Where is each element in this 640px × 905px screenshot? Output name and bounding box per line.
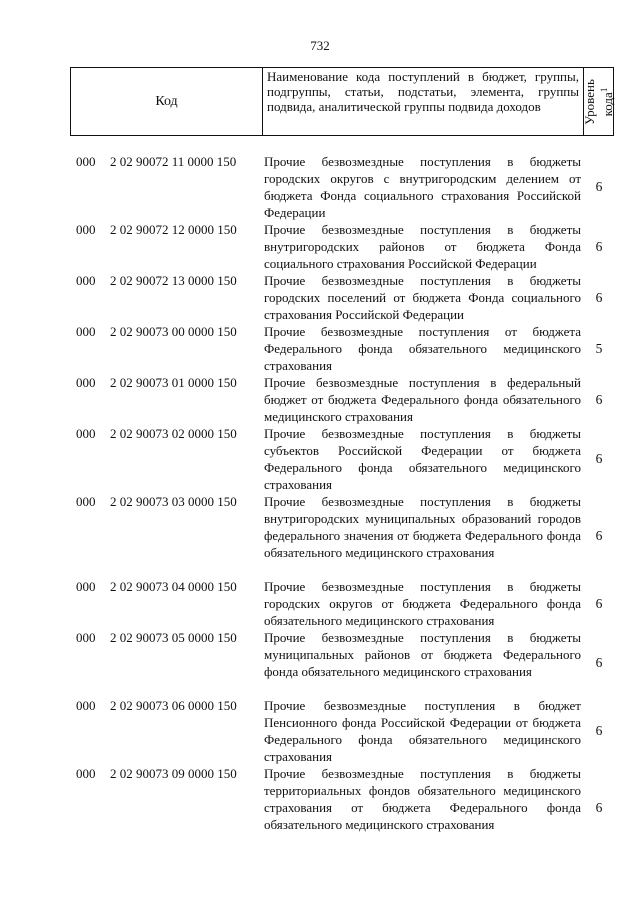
- row-level: 6: [595, 289, 603, 305]
- row-name: Прочие безвозмездные поступления от бюджета Федерального фонда обязательного медицинского страхования: [264, 324, 581, 373]
- header-level-line2: кода: [599, 91, 615, 116]
- row-name: Прочие безвозмездные поступления в бюджет Пенсионного фонда Российской Федерации от бюджета Федерального фонда обязательного медицинского страхования: [264, 698, 581, 764]
- table-row: [0, 153, 640, 221]
- row-prefix: 000: [76, 766, 96, 781]
- page-number: 732: [310, 38, 330, 53]
- table-row: [0, 374, 640, 425]
- row-level: 6: [595, 723, 603, 738]
- header-level: [581, 68, 615, 135]
- row-prefix: 000: [76, 273, 96, 288]
- table-row: [0, 323, 640, 374]
- header-code: Код: [71, 68, 263, 135]
- row-level: 6: [595, 655, 603, 670]
- header-level-line1: Уровень: [581, 78, 597, 125]
- row-prefix: 000: [76, 375, 96, 390]
- table-row: [0, 221, 640, 272]
- row-code: 2 02 90073 05 0000 150: [110, 630, 237, 645]
- row-code: 2 02 90072 11 0000 150: [110, 154, 237, 169]
- row-code: 2 02 90073 06 0000 150: [110, 698, 237, 713]
- row-name: Прочие безвозмездные поступления в бюджеты городских округов с внутригородским делением от бюджета Фонда социального страхования Российской Федерации: [264, 154, 581, 220]
- row-name: Прочие безвозмездные поступления в бюджеты городских поселений от бюджета Фонда социального страхования Российской Федерации: [264, 273, 581, 322]
- row-prefix: 000: [76, 630, 96, 645]
- row-level: 6: [595, 527, 603, 543]
- table-row: [0, 578, 640, 629]
- row-code: 2 02 90072 12 0000 150: [110, 222, 237, 237]
- row-code: 2 02 90073 02 0000 150: [110, 426, 237, 441]
- row-prefix: 000: [76, 426, 96, 441]
- row-prefix: 000: [76, 222, 96, 237]
- row-name: Прочие безвозмездные поступления в бюджеты городских округов от бюджета Федерального фонда обязательного медицинского страхования: [264, 579, 581, 628]
- header-name: Наименование кода поступлений в бюджет, группы, подгруппы, статьи, подстатьи, элемента, группы подвида, аналитической группы подвида доходов: [263, 68, 584, 135]
- row-name: Прочие безвозмездные поступления в федеральный бюджет от бюджета Федерального фонда обязательного медицинского страхования: [264, 375, 581, 424]
- table-body: [0, 153, 640, 850]
- row-code: 2 02 90072 13 0000 150: [110, 273, 237, 288]
- row-prefix: 000: [76, 698, 96, 713]
- table-row: [0, 765, 640, 850]
- header-level-text: [582, 79, 614, 125]
- row-name: Прочие безвозмездные поступления в бюджеты территориальных фондов обязательного медицинского страхования от бюджета Федерального фонда обязательного медицинского страхования: [264, 766, 581, 832]
- table-row: [0, 697, 640, 765]
- table-header: [70, 67, 614, 136]
- row-level: 6: [595, 238, 603, 254]
- row-code: 2 02 90073 03 0000 150: [110, 494, 237, 509]
- row-name: Прочие безвозмездные поступления в бюджеты внутригородских муниципальных образований городов федерального значения от бюджета Федерального фонда обязательного медицинского страхования: [264, 494, 581, 560]
- row-level: 6: [595, 451, 603, 466]
- row-code: 2 02 90073 00 0000 150: [110, 324, 237, 339]
- table-row: [0, 272, 640, 323]
- row-code: 2 02 90073 09 0000 150: [110, 766, 237, 781]
- table-row: [0, 493, 640, 578]
- row-level: 6: [595, 179, 603, 194]
- row-prefix: 000: [76, 494, 96, 509]
- row-name: Прочие безвозмездные поступления в бюджеты внутригородских районов от бюджета Фонда социального страхования Российской Федерации: [264, 222, 581, 271]
- row-code: 2 02 90073 01 0000 150: [110, 375, 237, 390]
- row-name: Прочие безвозмездные поступления в бюджеты субъектов Российской Федерации от бюджета Федерального фонда обязательного медицинского страхования: [264, 426, 581, 492]
- row-level: 6: [595, 595, 603, 611]
- row-level: 6: [595, 391, 603, 407]
- row-level: 6: [595, 799, 603, 815]
- row-code: 2 02 90073 04 0000 150: [110, 579, 237, 594]
- row-prefix: 000: [76, 324, 96, 339]
- row-name: Прочие безвозмездные поступления в бюджеты муниципальных районов от бюджета Федерального фонда обязательного медицинского страхования: [264, 630, 581, 679]
- table-row: [0, 629, 640, 697]
- row-prefix: 000: [76, 579, 96, 594]
- header-level-footnote: 1: [598, 87, 609, 92]
- row-level: 5: [595, 340, 603, 356]
- row-prefix: 000: [76, 154, 96, 169]
- table-row: [0, 425, 640, 493]
